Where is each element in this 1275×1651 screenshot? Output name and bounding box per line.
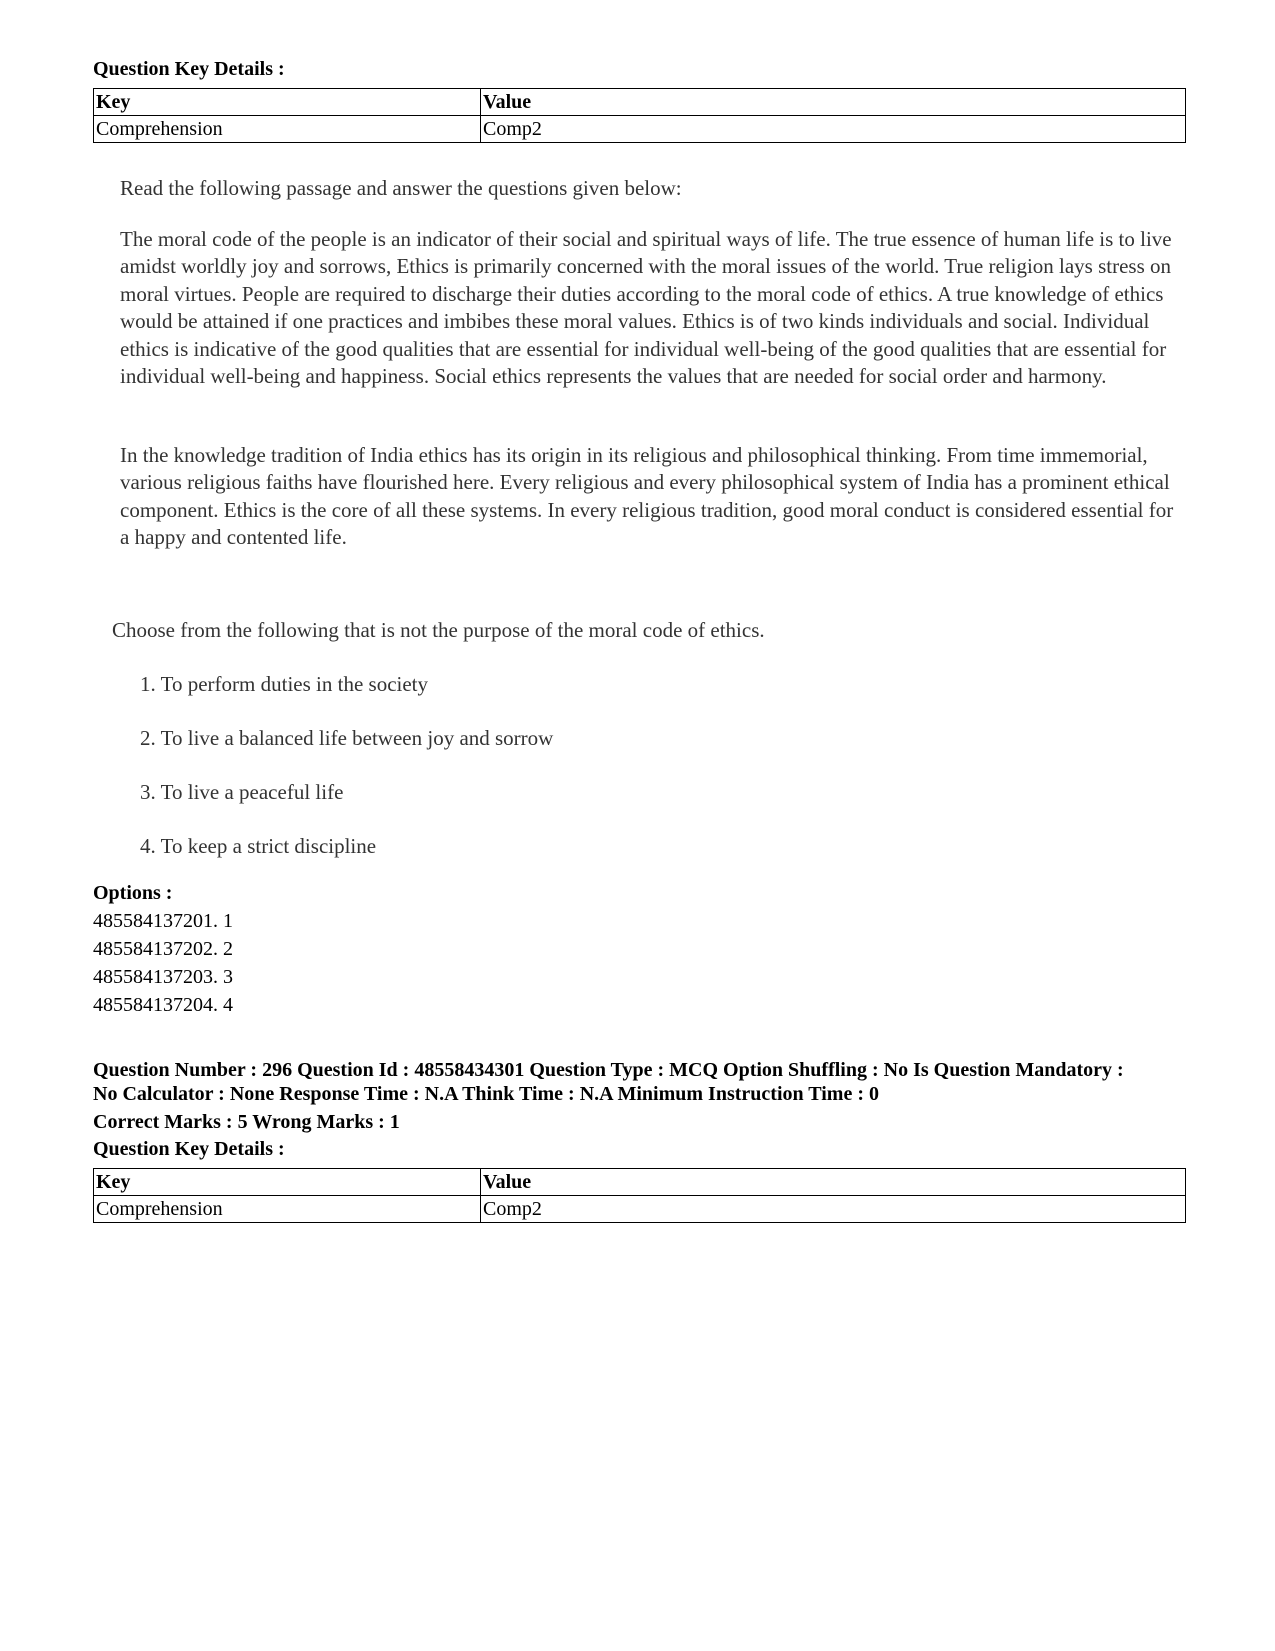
option-item-2: 485584137202. 2 [93, 938, 233, 960]
table-header-key: Key [94, 89, 481, 116]
question-choice-3: 3. To live a peaceful life [140, 780, 344, 804]
question-meta-line-1: Question Number : 296 Question Id : 48558434301 Question Type : MCQ Option Shuffling : No Is Question Mandatory : [93, 1059, 1124, 1081]
key-details-label: Question Key Details : [93, 58, 285, 80]
table-header-value: Value [481, 1169, 1186, 1196]
table-header-row [94, 89, 1186, 116]
passage-paragraph-1 [120, 226, 1180, 390]
passage-para2-text: In the knowledge tradition of India ethics has its origin in its religious and philosophical thinking. From time immemorial, various religious faiths have flourished here. Every religious and every philosophical system of India has a prominent ethical component. Ethics is the core of all these systems. In every religious tradition, good moral conduct is considered essential for a happy and contented life. [120, 443, 1174, 550]
key-details-label-2: Question Key Details : [93, 1138, 285, 1160]
table-cell-value: Comp2 [481, 116, 1186, 143]
option-item-4: 485584137204. 4 [93, 994, 233, 1016]
passage-paragraph-2 [120, 442, 1180, 552]
option-item-1: 485584137201. 1 [93, 910, 233, 932]
key-details-table-2 [93, 1168, 1186, 1223]
table-header-key: Key [94, 1169, 481, 1196]
table-cell-key: Comprehension [94, 1196, 481, 1223]
option-item-3: 485584137203. 3 [93, 966, 233, 988]
key-details-table [93, 88, 1186, 143]
options-label: Options : [93, 882, 173, 904]
question-choice-1: 1. To perform duties in the society [140, 672, 429, 696]
table-cell-key: Comprehension [94, 116, 481, 143]
table-header-row [94, 1169, 1186, 1196]
table-row [94, 1196, 1186, 1223]
question-marks: Correct Marks : 5 Wrong Marks : 1 [93, 1111, 400, 1133]
passage-intro-text: Read the following passage and answer the questions given below: [120, 176, 682, 200]
passage-para1-text: The moral code of the people is an indicator of their social and spiritual ways of life. The true essence of human life is to live amidst worldly joy and sorrows, Ethics is primarily concerned with the moral issues of the world. True religion lays stress on moral virtues. People are required to discharge their duties according to the moral code of ethics. A true knowledge of ethics would be attained if one practices and imbibes these moral values. Ethics is of two kinds individuals and social. Individual ethics is indicative of the good qualities that are essential for individual well-being of the good qualities that are essential for individual well-being and happiness. Social ethics represents the values that are needed for social order and harmony. [120, 227, 1172, 389]
question-choice-4: 4. To keep a strict discipline [140, 834, 377, 858]
table-header-value: Value [481, 89, 1186, 116]
question-choice-2: 2. To live a balanced life between joy and sorrow [140, 726, 554, 750]
table-cell-value: Comp2 [481, 1196, 1186, 1223]
question-meta-line-2: No Calculator : None Response Time : N.A Think Time : N.A Minimum Instruction Time : 0 [93, 1083, 879, 1105]
question-text: Choose from the following that is not the purpose of the moral code of ethics. [112, 618, 765, 642]
passage-intro [120, 175, 1180, 202]
table-row [94, 116, 1186, 143]
